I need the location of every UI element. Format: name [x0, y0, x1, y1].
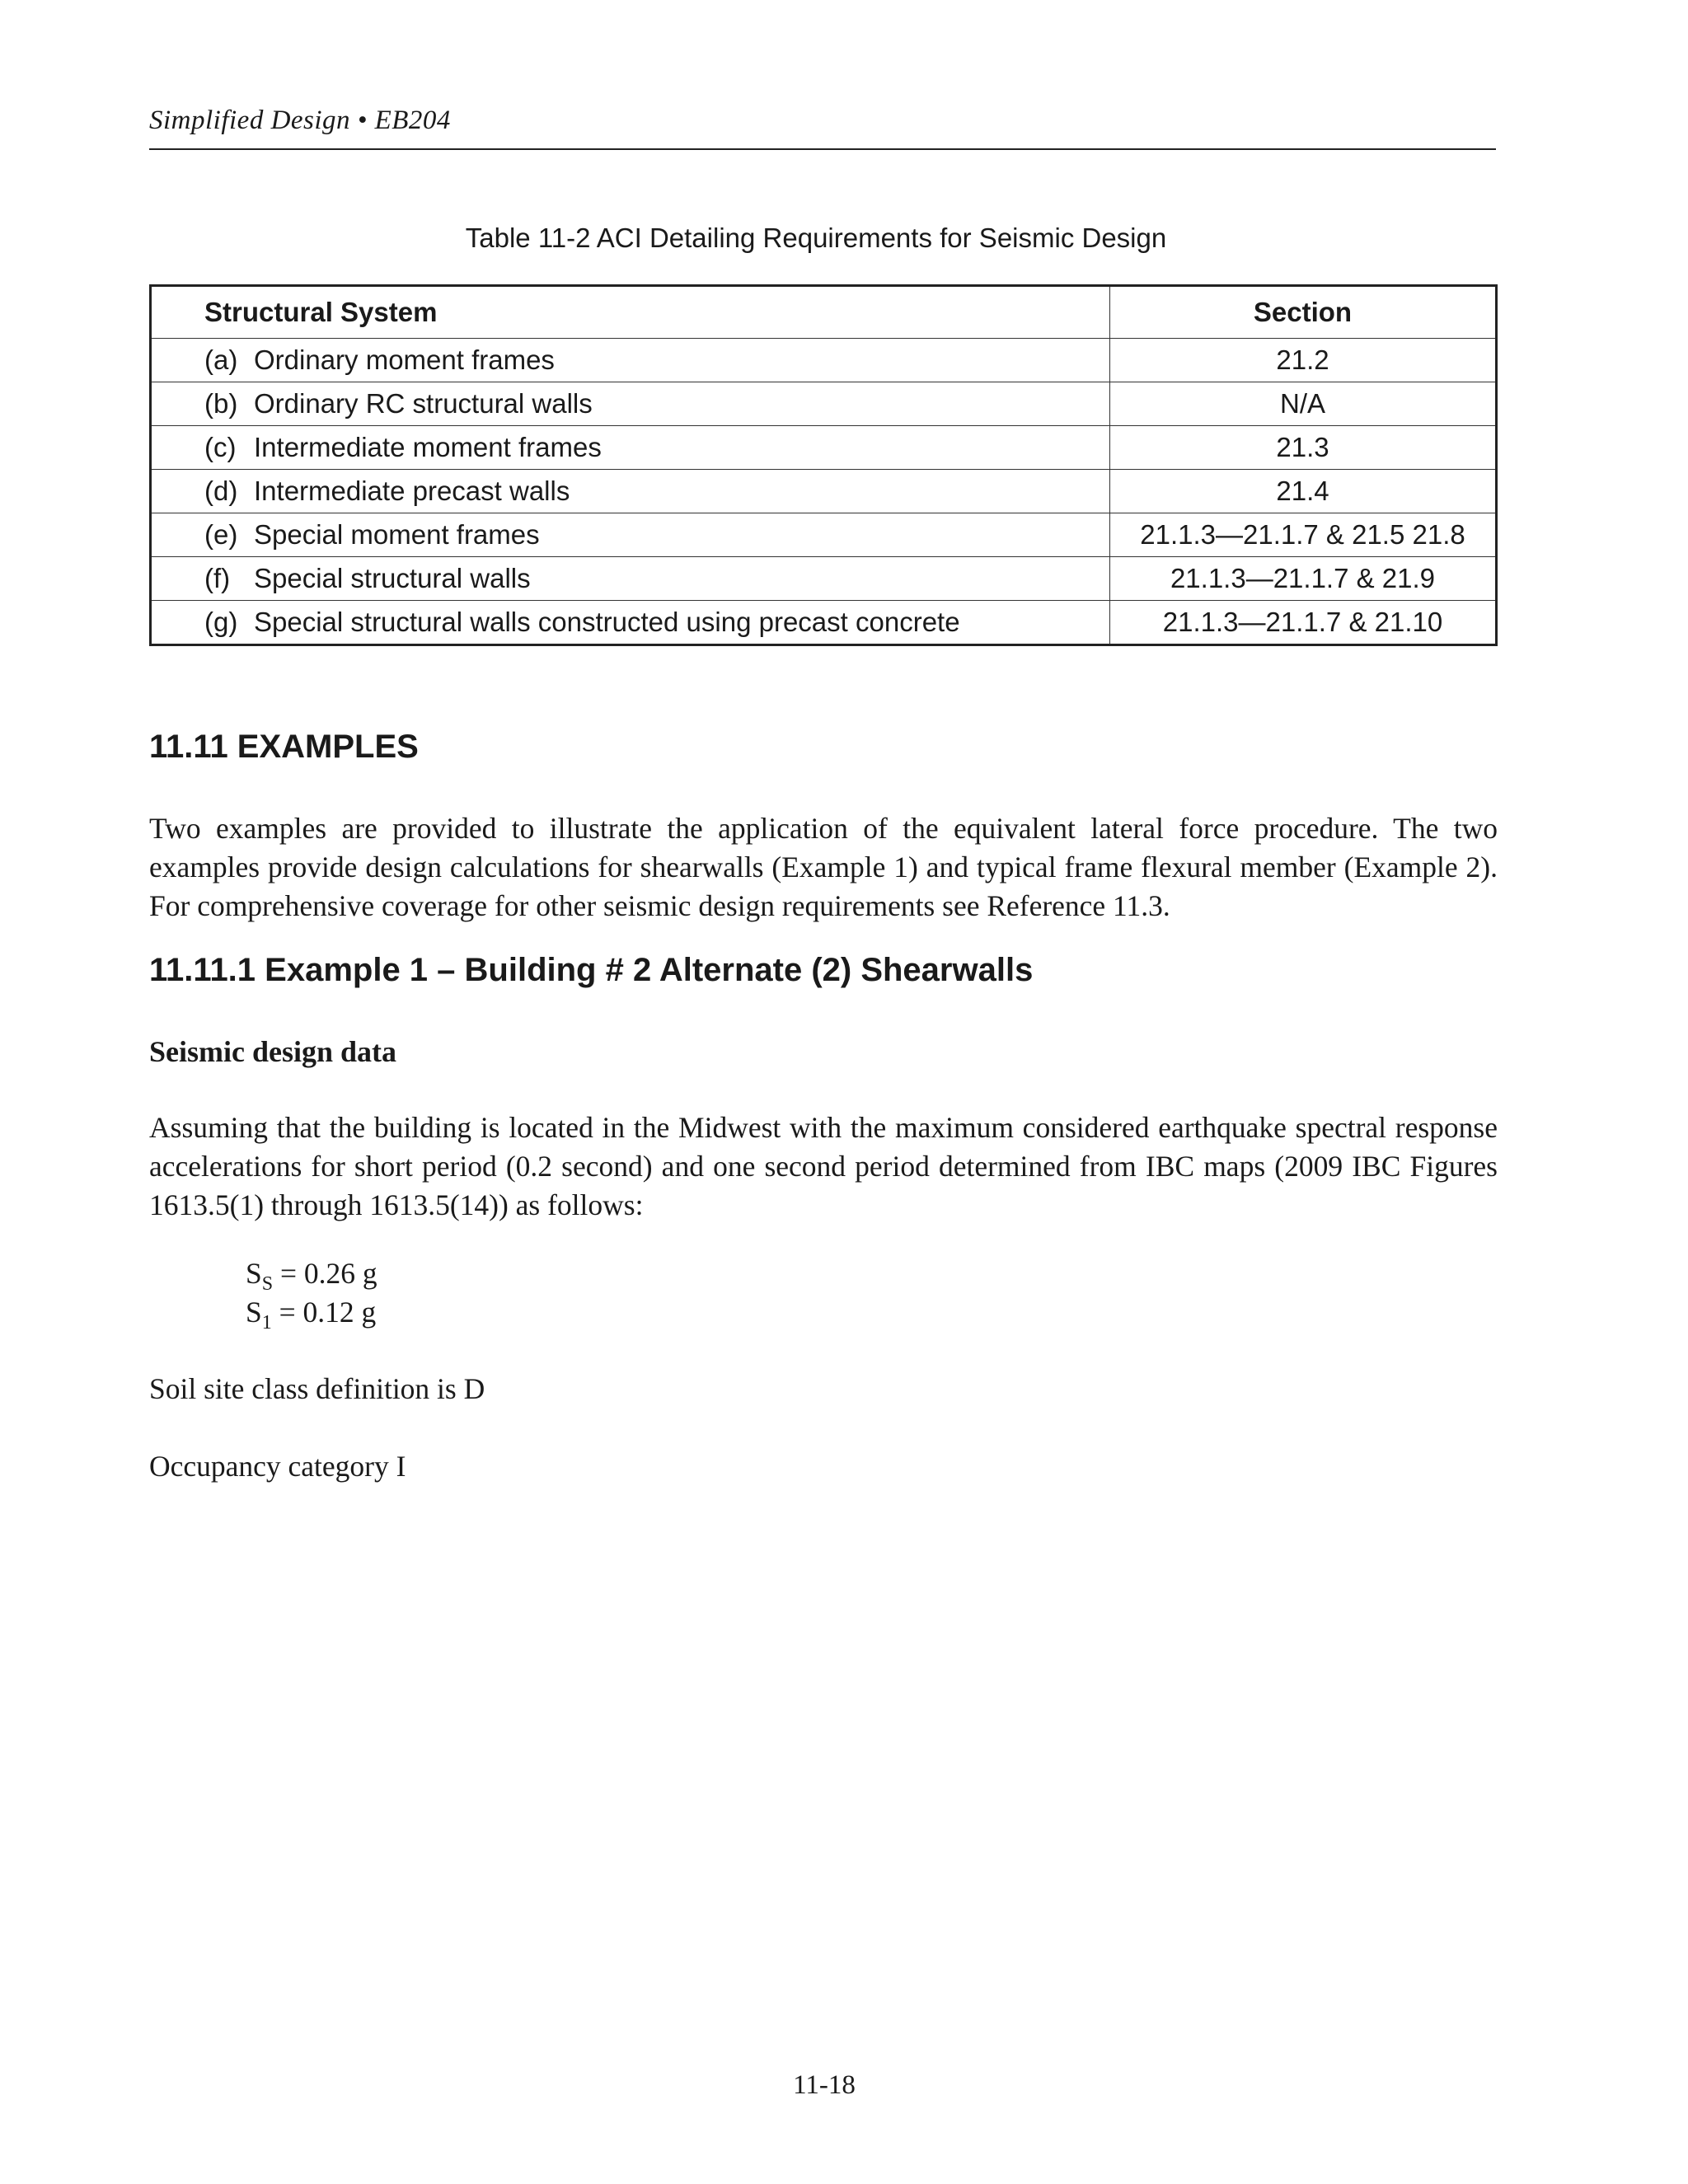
seismic-data-subheading: Seismic design data	[149, 1035, 397, 1068]
page-number: 11-18	[793, 2070, 856, 2100]
table-row	[151, 557, 1497, 601]
ss-equation	[246, 1254, 377, 1293]
table-row	[151, 470, 1497, 513]
s1-equation	[246, 1293, 376, 1332]
ss-subscript: S	[261, 1273, 274, 1295]
ss-symbol: S	[246, 1257, 262, 1290]
section-cell: 21.3	[1110, 426, 1497, 470]
section-cell: 21.1.3—21.1.7 & 21.10	[1110, 601, 1497, 645]
section-cell: 21.1.3—21.1.7 & 21.5 21.8	[1110, 513, 1497, 557]
system-name: Special structural walls constructed using precast concrete	[254, 607, 960, 637]
row-letter: (d)	[204, 476, 238, 506]
table-row	[151, 426, 1497, 470]
row-letter: (c)	[204, 432, 237, 462]
occupancy-text: Occupancy category I	[149, 1450, 406, 1483]
seismic-detailing-table	[149, 284, 1498, 646]
s1-symbol: S	[246, 1296, 262, 1329]
example1-heading: 11.11.1 Example 1 – Building # 2 Alternate (2) Shearwalls	[149, 952, 1034, 988]
system-cell	[151, 426, 1110, 470]
table-row	[151, 601, 1497, 645]
header-structural-system: Structural System	[151, 286, 1110, 339]
row-letter: (b)	[204, 388, 238, 419]
system-name: Intermediate moment frames	[254, 432, 602, 462]
header-section: Section	[1110, 286, 1497, 339]
system-cell	[151, 601, 1110, 645]
row-letter: (g)	[204, 607, 238, 637]
table-row	[151, 339, 1497, 382]
section-cell: 21.4	[1110, 470, 1497, 513]
example1-text: Assuming that the building is located in the Midwest with the maximum considered earthquake spectral response accelerations for short period (0.2 second) and one second period determined from IBC maps (2009 IBC Figures 1613.5(1) through 1613.5(14)) as follows:	[149, 1111, 1498, 1221]
table-caption-text: Table 11-2 ACI Detailing Requirements for Seismic Design	[465, 223, 1167, 253]
table-header-row	[151, 286, 1497, 339]
page-header	[149, 97, 1496, 150]
s1-subscript: 1	[261, 1312, 272, 1333]
examples-heading: 11.11 EXAMPLES	[149, 729, 419, 765]
system-name: Special structural walls	[254, 563, 531, 593]
system-name: Special moment frames	[254, 519, 540, 550]
system-cell	[151, 470, 1110, 513]
soil-class-text: Soil site class definition is D	[149, 1372, 485, 1405]
table-row	[151, 513, 1497, 557]
table-row	[151, 382, 1497, 426]
row-letter: (a)	[204, 344, 238, 375]
system-cell	[151, 339, 1110, 382]
system-cell	[151, 382, 1110, 426]
section-cell: 21.1.3—21.1.7 & 21.9	[1110, 557, 1497, 601]
row-letter: (f)	[204, 563, 231, 593]
ss-value: = 0.26 g	[273, 1257, 377, 1290]
section-cell: N/A	[1110, 382, 1497, 426]
system-name: Ordinary moment frames	[254, 344, 555, 375]
table-caption	[149, 223, 1496, 254]
system-name: Intermediate precast walls	[254, 476, 570, 506]
s1-value: = 0.12 g	[271, 1296, 377, 1329]
section-cell: 21.2	[1110, 339, 1497, 382]
system-cell	[151, 557, 1110, 601]
system-cell	[151, 513, 1110, 557]
examples-intro: Two examples are provided to illustrate the application of the equivalent lateral force procedure. The two examples provide design calculations for shearwalls (Example 1) and typical frame flexural member (Example 2). For comprehensive coverage for other seismic design requirements see Reference 11.3.	[149, 812, 1498, 922]
system-name: Ordinary RC structural walls	[254, 388, 593, 419]
running-title: Simplified Design • EB204	[149, 105, 451, 135]
row-letter: (e)	[204, 519, 238, 550]
